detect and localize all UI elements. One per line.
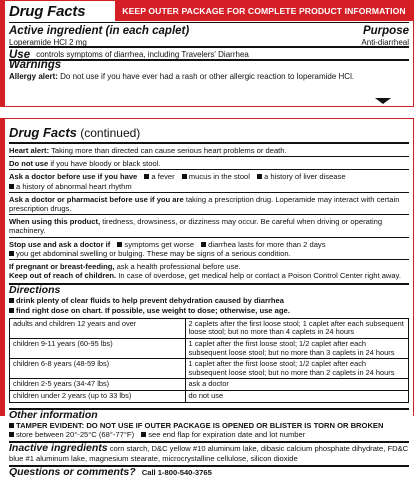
purpose-heading: Purpose (362, 24, 409, 37)
doctor-item: a history of abnormal heart rhythm (16, 181, 132, 191)
active-ingredient-heading: Active ingredient (in each caplet) (9, 24, 190, 37)
dose-cell: do not use (185, 391, 408, 403)
when-using-section (9, 215, 409, 237)
directions-section (9, 283, 409, 402)
do-not-use-text: if you have bloody or black stool. (50, 159, 161, 169)
bullet-icon (201, 242, 206, 247)
active-ingredient-header (9, 22, 409, 38)
ask-doctor-section (9, 170, 409, 192)
table-row (10, 391, 409, 403)
questions-phone: Call 1-800-540-3765 (141, 468, 212, 478)
use-text: controls symptoms of diarrhea, including Travelers' Diarrhea (36, 50, 249, 59)
dose-cell: 2 caplets after the first loose stool; 1 caplet after each subsequent loose stool; but no more than 4 caplets in 24 hours (185, 318, 408, 338)
dose-cell: 1 caplet after the first loose stool; 1/2 caplet after each subsequent loose stool; but no more than 2 caplets in 24 hours (185, 359, 408, 379)
do-not-use (9, 157, 409, 170)
other-information-section (9, 408, 409, 439)
heart-alert (9, 144, 409, 157)
pregnancy-label: If pregnant or breast-feeding, (9, 262, 115, 272)
keep-out-label: Keep out of reach of children. (9, 271, 117, 281)
bullet-icon (117, 242, 122, 247)
doctor-item: mucus in the stool (188, 172, 250, 182)
drug-facts-title: Drug Facts (9, 3, 86, 20)
heart-alert-label: Heart alert: (9, 146, 50, 155)
ask-doctor-label: Ask a doctor before use if you have (9, 172, 138, 182)
dose-cell: ask a doctor (185, 379, 408, 391)
age-cell: children 9-11 years (60-95 lbs) (10, 339, 186, 359)
drug-facts-panel-continued (0, 118, 414, 478)
ask-pharmacist-section (9, 193, 409, 215)
inactive-ingredients-section (9, 441, 409, 463)
bullet-icon (182, 174, 187, 179)
stop-item: you get abdominal swelling or bulging. These may be signs of a serious condition. (16, 248, 291, 258)
allergy-label: Allergy alert: (9, 72, 58, 81)
questions-heading: Questions or comments? (9, 466, 136, 478)
bullet-icon (144, 174, 149, 179)
keep-package-banner: KEEP OUTER PACKAGE FOR COMPLETE PRODUCT INFORMATION (115, 1, 413, 21)
age-cell: children under 2 years (up to 33 lbs) (10, 391, 186, 403)
continued-title-main: Drug Facts (9, 125, 77, 140)
bullet-icon (9, 184, 14, 189)
other-item-row (9, 430, 409, 439)
age-cell: children 6-8 years (48-59 lbs) (10, 359, 186, 379)
use-heading: Use (9, 48, 31, 61)
table-row (10, 379, 409, 391)
active-ingredient-value: Loperamide HCl 2 mg (9, 38, 87, 47)
other-information-heading: Other information (9, 408, 98, 421)
dose-cell: 1 caplet after the first loose stool; 1/2 caplet after each subsequent loose stool; but no more than 3 caplets in 24 hours (185, 339, 408, 359)
when-using-text: tiredness, drowsiness, or dizziness may occur. Be careful when driving or operating machinery. (9, 217, 383, 236)
stop-item: diarrhea lasts for more than 2 days (208, 239, 326, 249)
continued-title (9, 123, 409, 144)
allergy-alert (9, 72, 409, 81)
doctor-item: a fever (151, 172, 175, 182)
drug-facts-panel-front (0, 0, 414, 107)
when-using-label: When using this product, (9, 217, 101, 227)
ask-pharmacist-text: taking a prescription drug. Loperamide may interact with certain prescription drugs. (9, 194, 400, 214)
stop-use-section (9, 238, 409, 260)
allergy-text: Do not use if you have ever had a rash or other allergic reaction to loperamide HCl. (60, 72, 355, 81)
continued-content (9, 123, 409, 478)
bullet-icon (257, 174, 262, 179)
table-row (10, 339, 409, 359)
directions-heading: Directions (9, 284, 61, 297)
warnings-heading: Warnings (9, 59, 62, 71)
inactive-text: corn starch, D&C yellow #10 aluminum lake, dibasic calcium phosphate dihydrate, FD&C blue #1 aluminum lake, magnesium stearate, microcrystalline cellulose, silicon dioxide (9, 444, 409, 463)
directions-item: drink plenty of clear fluids to help prevent dehydration caused by diarrhea (9, 296, 409, 305)
ask-pharmacist-label: Ask a doctor or pharmacist before use if you are (9, 194, 184, 204)
table-row (10, 359, 409, 379)
age-cell: adults and children 12 years and over (10, 318, 186, 338)
dosage-table (9, 318, 409, 403)
heart-alert-text: Taking more than directed can cause serious heart problems or death. (51, 146, 287, 155)
table-row (10, 318, 409, 338)
questions-section (9, 465, 409, 478)
bullet-icon (9, 251, 14, 256)
age-cell: children 2-5 years (34-47 lbs) (10, 379, 186, 391)
pregnancy-keep-out-section (9, 260, 409, 281)
other-item: TAMPER EVIDENT: DO NOT USE IF OUTER PACKAGE IS OPENED OR BLISTER IS TORN OR BROKEN (9, 421, 409, 430)
directions-item: find right dose on chart. If possible, use weight to dose; otherwise, use age. (9, 306, 409, 315)
continued-arrow-icon (375, 98, 391, 104)
stop-item: symptoms get worse (124, 239, 195, 249)
do-not-use-label: Do not use (9, 159, 49, 169)
doctor-item: a history of liver disease (264, 172, 346, 182)
other-item: see end flap for expiration date and lot number (148, 429, 306, 439)
inactive-heading: Inactive ingredients (9, 442, 108, 454)
continued-title-suffix: (continued) (80, 126, 141, 140)
other-item: store between 20°-25°C (68°-77°F) (16, 429, 135, 439)
purpose-value: Anti-diarrheal (361, 38, 409, 47)
keep-out-text: In case of overdose, get medical help or contact a Poison Control Center right away. (118, 271, 401, 281)
pregnancy-text: ask a health professional before use. (116, 262, 241, 272)
stop-use-label: Stop use and ask a doctor if (9, 239, 111, 249)
